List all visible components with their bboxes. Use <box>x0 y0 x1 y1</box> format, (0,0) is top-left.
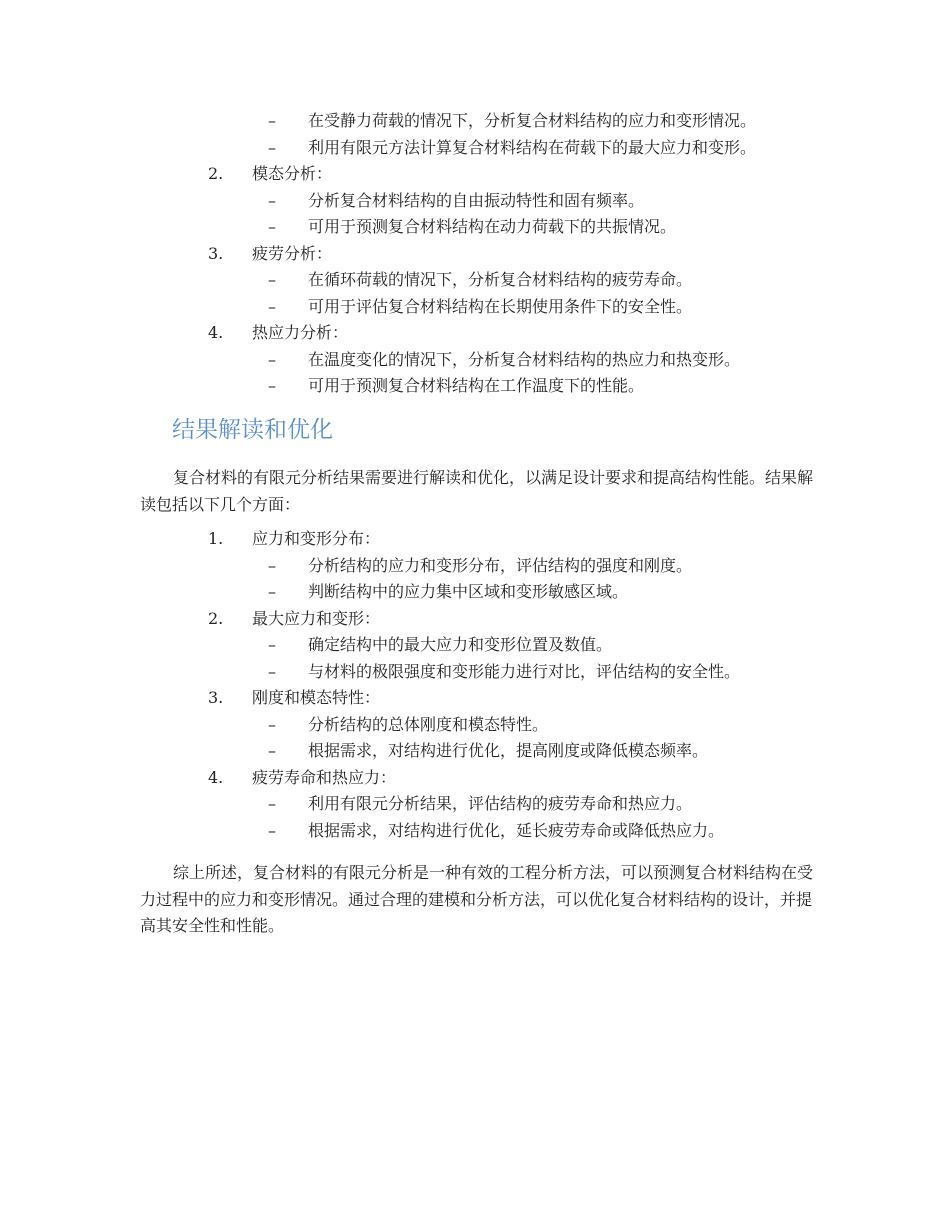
sub-item-text: 确定结构中的最大应力和变形位置及数值。 <box>308 635 613 654</box>
result-interpretation-list <box>0 526 950 844</box>
item-number: 3. <box>208 243 224 263</box>
list-sub-item <box>0 553 950 580</box>
sub-item-text: 可用于预测复合材料结构在工作温度下的性能。 <box>308 376 645 395</box>
dash-bullet: – <box>268 217 276 236</box>
list-item <box>0 606 950 633</box>
item-title: 模态分析： <box>252 164 333 183</box>
sub-item-text: 分析结构的总体刚度和模态特性。 <box>308 714 549 734</box>
item-number: 1. <box>208 529 224 548</box>
section-heading: 结果解读和优化 <box>172 417 333 443</box>
dash-bullet: – <box>268 111 276 130</box>
list-sub-item <box>0 373 950 400</box>
list-sub-item <box>0 108 950 135</box>
item-number: 4. <box>208 323 224 342</box>
sub-item-text: 在温度变化的情况下，分析复合材料结构的热应力和热变形。 <box>308 349 741 369</box>
sub-item-text: 在循环荷载的情况下，分析复合材料结构的疲劳寿命。 <box>308 270 693 289</box>
dash-bullet: – <box>268 661 276 681</box>
sub-item-text: 利用有限元方法计算复合材料结构在荷载下的最大应力和变形。 <box>308 137 757 157</box>
list-sub-item <box>0 738 950 765</box>
item-number: 4. <box>208 767 224 787</box>
list-sub-item <box>0 632 950 659</box>
sub-item-text: 分析复合材料结构的自由振动特性和固有频率。 <box>308 190 645 210</box>
list-sub-item <box>0 347 950 374</box>
sub-item-text: 根据需求，对结构进行优化，延长疲劳寿命或降低热应力。 <box>308 820 725 840</box>
list-sub-item <box>0 712 950 739</box>
list-sub-item <box>0 135 950 162</box>
list-item <box>0 241 950 268</box>
list-sub-item <box>0 659 950 686</box>
dash-bullet: – <box>268 820 276 840</box>
item-title: 热应力分析： <box>252 323 349 342</box>
dash-bullet: – <box>268 635 276 654</box>
list-sub-item <box>0 579 950 606</box>
item-title: 最大应力和变形： <box>252 608 381 628</box>
dash-bullet: – <box>268 296 276 316</box>
item-number: 2. <box>208 164 224 183</box>
list-sub-item <box>0 818 950 845</box>
dash-bullet: – <box>268 582 276 601</box>
list-sub-item <box>0 294 950 321</box>
intro-paragraph: 复合材料的有限元分析结果需要进行解读和优化，以满足设计要求和提高结构性能。结果解读包括以下几个方面： <box>140 468 814 514</box>
sub-item-text: 分析结构的应力和变形分布，评估结构的强度和刚度。 <box>308 555 693 575</box>
sub-item-text: 可用于预测复合材料结构在动力荷载下的共振情况。 <box>308 217 677 236</box>
item-number: 3. <box>208 688 224 707</box>
list-sub-item <box>0 267 950 294</box>
list-item <box>0 320 950 347</box>
analysis-type-list <box>0 108 950 400</box>
sub-item-text: 在受静力荷载的情况下，分析复合材料结构的应力和变形情况。 <box>308 111 757 130</box>
list-item <box>0 685 950 712</box>
dash-bullet: – <box>268 270 276 289</box>
list-item <box>0 161 950 188</box>
dash-bullet: – <box>268 349 276 369</box>
list-sub-item <box>0 188 950 215</box>
item-title: 应力和变形分布： <box>252 529 381 548</box>
sub-item-text: 与材料的极限强度和变形能力进行对比，评估结构的安全性。 <box>308 661 741 681</box>
dash-bullet: – <box>268 741 276 760</box>
sub-item-text: 可用于评估复合材料结构在长期使用条件下的安全性。 <box>308 296 693 316</box>
item-title: 疲劳寿命和热应力： <box>252 767 397 787</box>
dash-bullet: – <box>268 376 276 395</box>
item-title: 疲劳分析： <box>252 243 333 263</box>
list-item <box>0 765 950 792</box>
dash-bullet: – <box>268 794 276 813</box>
list-sub-item <box>0 214 950 241</box>
sub-item-text: 根据需求，对结构进行优化，提高刚度或降低模态频率。 <box>308 741 709 760</box>
conclusion-paragraph: 综上所述，复合材料的有限元分析是一种有效的工程分析方法，可以预测复合材料结构在受力过程中的应力和变形情况。通过合理的建模和分析方法，可以优化复合材料结构的设计，并提高其安全性和性能。 <box>140 863 814 935</box>
list-item <box>0 526 950 553</box>
sub-item-text: 利用有限元分析结果，评估结构的疲劳寿命和热应力。 <box>308 794 693 813</box>
dash-bullet: – <box>268 137 276 157</box>
list-sub-item <box>0 791 950 818</box>
dash-bullet: – <box>268 714 276 734</box>
item-number: 2. <box>208 608 224 628</box>
dash-bullet: – <box>268 190 276 210</box>
sub-item-text: 判断结构中的应力集中区域和变形敏感区域。 <box>308 582 629 601</box>
item-title: 刚度和模态特性： <box>252 688 381 707</box>
dash-bullet: – <box>268 555 276 575</box>
